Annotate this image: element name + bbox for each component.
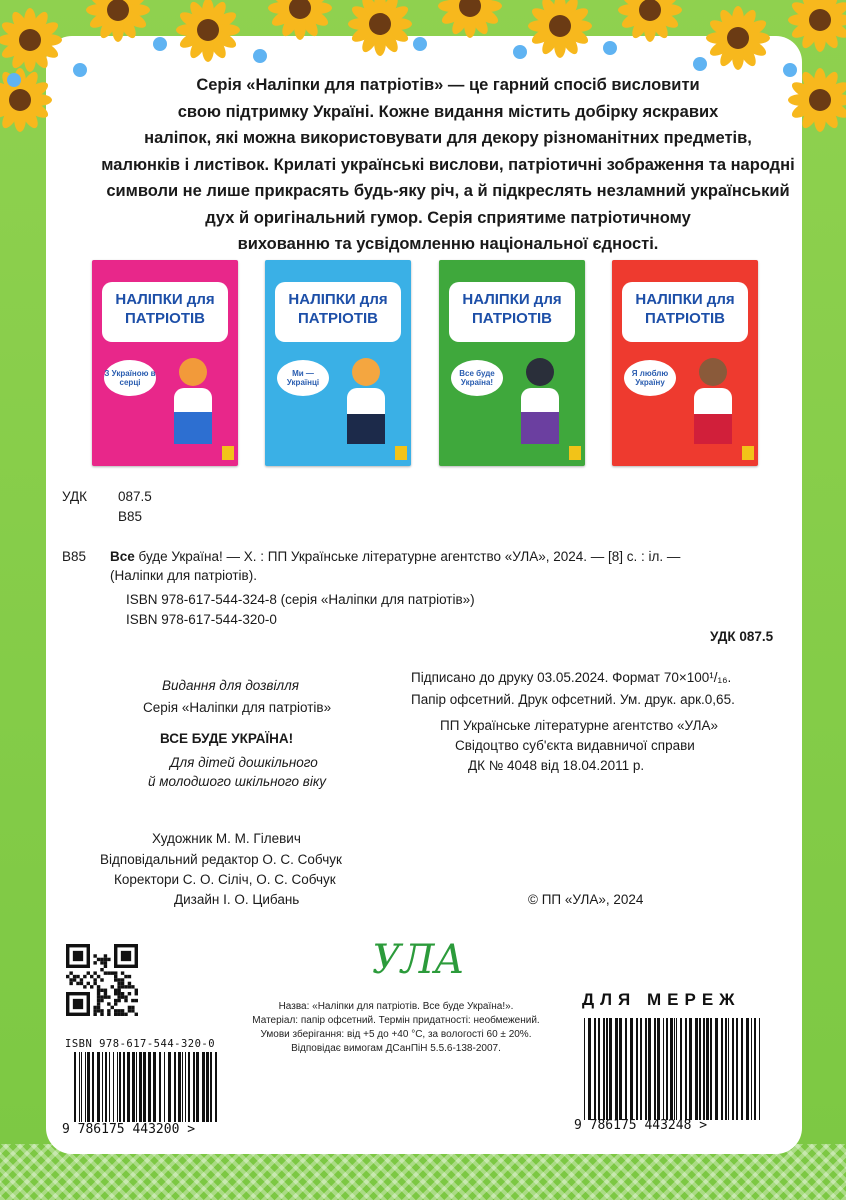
print-info-1: Підписано до друку 03.05.2024. Формат 70×100¹/₁₆. [411,670,732,685]
cover-slogan: Все буде Україна! [451,360,503,396]
isbn-series: ISBN 978-617-544-324-8 (серія «Наліпки для патріотів») [126,592,475,607]
series-description [101,72,795,258]
intro-line: вихованню та усвідомленню національної єдності. [237,235,659,253]
cat-illustration [335,352,397,452]
intro-line: наліпок, які можна використовувати для декору різноманітних предметів, [144,129,752,147]
udk-right: УДК 087.5 [710,629,774,644]
print-info-2: Папір офсетний. Друк офсетний. Ум. друк. арк.0,65. [411,692,735,707]
ula-logo: УЛА [372,937,465,983]
cover-title: НАЛІПКИ для ПАТРІОТІВ [449,282,575,342]
credit-artist: Художник М. М. Гілевич [152,831,301,846]
isbn-book: ISBN 978-617-544-320-0 [126,612,277,627]
cover-slogan: Я люблю Україну [624,360,676,396]
barcode-left-digits: 9 786175 443200 > [62,1122,196,1137]
intro-line: дух й оригінальний гумор. Серія сприятиме патріотичному [205,208,691,227]
catalog-title-bold: Все [110,549,135,564]
cover-1 [92,260,238,466]
cat-illustration [509,352,571,452]
intro-line: символи не лише прикрасять будь-яку річ, а й підкреслять незламний український [106,182,790,200]
cover-slogan: З Україною в серці [104,360,156,396]
product-name-line: Назва: «Наліпки для патріотів. Все буде Україна!». [278,1001,514,1012]
series-covers [92,260,772,466]
cover-4 [612,260,758,466]
publisher-certificate: Свідоцтво суб'єкта видавничої справи [455,738,695,753]
credit-editor: Відповідальний редактор О. С. Собчук [100,852,342,867]
author-code: В85 [118,509,143,524]
udk-value: 087.5 [118,489,152,504]
intro-line: Серія «Наліпки для патріотів» — це гарний спосіб висловити [196,76,700,94]
publisher-mark [742,446,754,460]
qr-code [66,944,138,1016]
edition-type: Видання для дозвілля [162,678,299,693]
copyright: © ПП «УЛА», 2024 [528,892,644,907]
network-label: ДЛЯ МЕРЕЖ [582,990,741,1009]
product-standard-line: Відповідає вимогам ДСанПіН 5.5.6-138-2007. [291,1043,501,1054]
product-material-line: Матеріал: папір офсетний. Термін придатності: необмежений. [252,1015,540,1026]
publisher-name: ПП Українське літературне агентство «УЛА» [440,718,718,733]
cover-title: НАЛІПКИ для ПАТРІОТІВ [275,282,401,342]
product-info [246,1000,546,1056]
audience-line-1: Для дітей дошкільного [170,755,318,770]
cover-title: НАЛІПКИ для ПАТРІОТІВ [622,282,748,342]
credit-correctors: Коректори С. О. Сіліч, О. С. Собчук [114,872,336,887]
barcode-left [72,1052,220,1122]
udk-label: УДК [62,489,87,504]
cover-2 [265,260,411,466]
catalog-code: В85 [62,549,87,564]
cover-title: НАЛІПКИ для ПАТРІОТІВ [102,282,228,342]
intro-line: свою підтримку Україні. Кожне видання містить добірку яскравих [177,102,719,121]
series-name: Серія «Наліпки для патріотів» [143,700,332,715]
catalog-series: (Наліпки для патріотів). [110,568,257,583]
credit-design: Дизайн І. О. Цибань [174,892,300,907]
book-title: ВСЕ БУДЕ УКРАЇНА! [160,731,294,746]
barcode-right [582,1018,762,1120]
publisher-license: ДК № 4048 від 18.04.2011 р. [468,758,645,773]
publisher-mark [395,446,407,460]
cat-illustration [162,352,224,452]
cover-slogan: Ми — Українці [277,360,329,396]
cover-3 [439,260,585,466]
publisher-mark [222,446,234,460]
publisher-mark [569,446,581,460]
audience-line-2: й молодшого шкільного віку [148,774,326,789]
product-storage-line: Умови зберігання: від +5 до +40 °С, за вологості 60 ± 20%. [260,1029,532,1040]
intro-line: малюнків і листівок. Крилаті українські вислови, патріотичні зображення та народні [101,155,795,174]
catalog-title-rest: буде Україна! — Х. : ПП Українське літературне агентство «УЛА», 2024. — [8] с. : іл. — [134,549,681,564]
cat-illustration [682,352,744,452]
catalog-entry [110,549,680,564]
barcode-right-digits: 9 786175 443248 > [574,1118,708,1133]
barcode-isbn: ISBN 978-617-544-320-0 [65,1038,216,1050]
